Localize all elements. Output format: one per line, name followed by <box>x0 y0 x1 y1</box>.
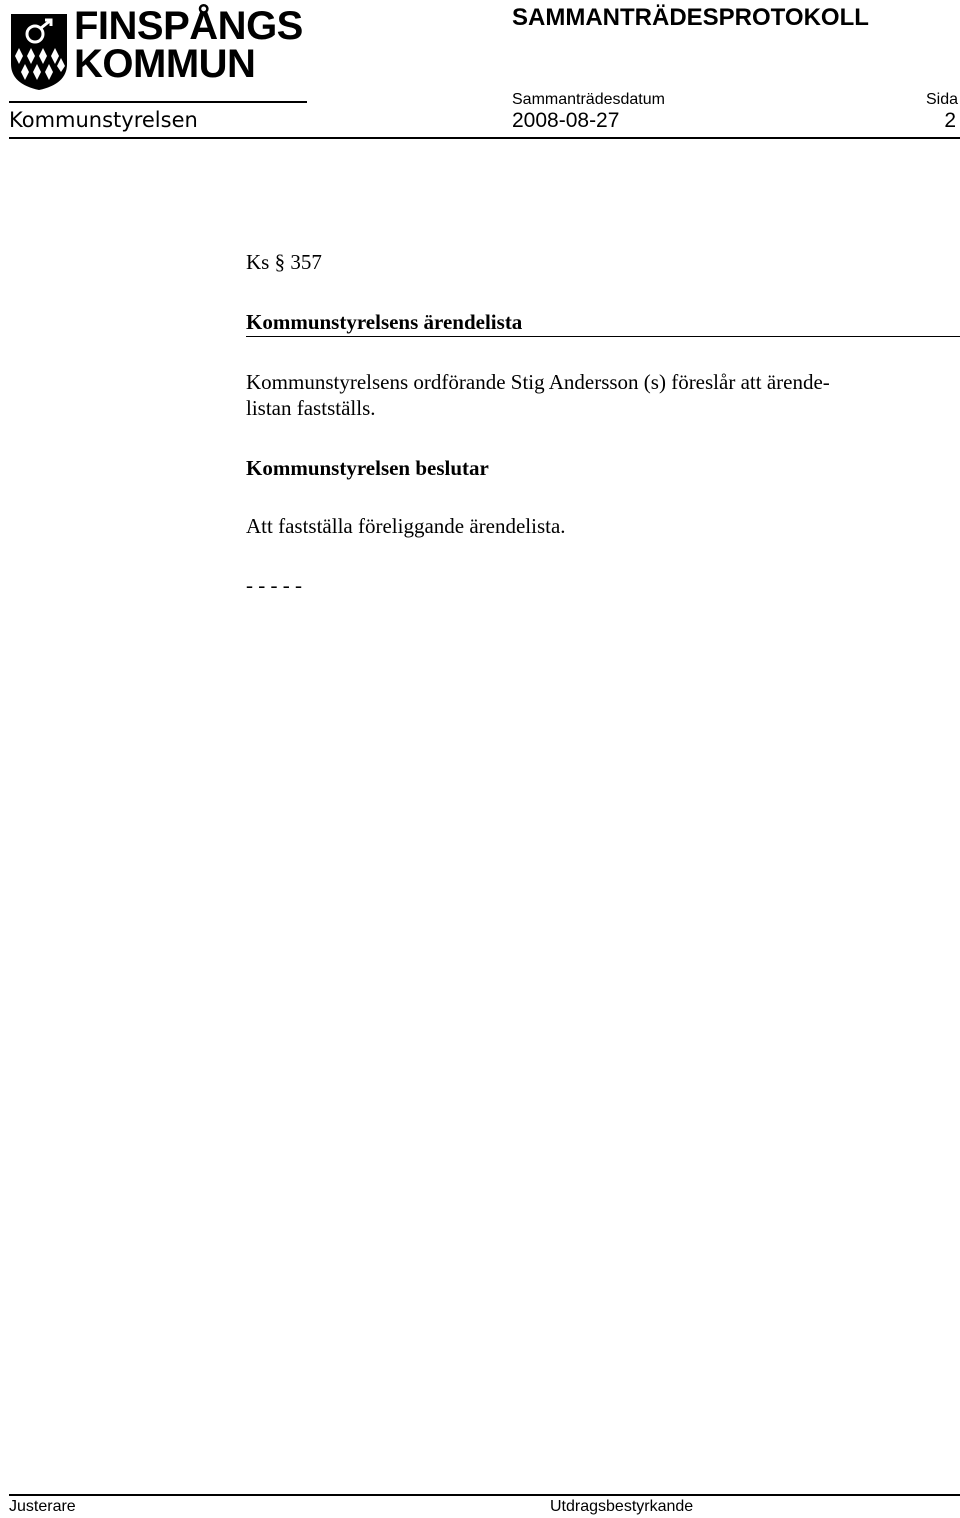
document-title: SAMMANTRÄDESPROTOKOLL <box>512 4 869 31</box>
logo-wordmark-line2: KOMMUN <box>74 42 256 86</box>
page-number: 2 <box>944 109 956 132</box>
decision-heading: Kommunstyrelsen beslutar <box>246 456 489 480</box>
header-divider-left <box>9 101 307 103</box>
header-divider <box>9 137 960 139</box>
section-end-marker: - - - - - <box>246 573 302 597</box>
proposal-paragraph <box>246 369 956 421</box>
decision-text: Att fastställa föreliggande ärendelista. <box>246 514 566 538</box>
meeting-date-value: 2008-08-27 <box>512 109 620 132</box>
case-title: Kommunstyrelsens ärendelista <box>246 310 523 334</box>
footer-divider <box>9 1494 960 1496</box>
coat-of-arms-icon <box>9 12 69 92</box>
proposal-line-1: Kommunstyrelsens ordförande Stig Andersson (s) föreslår att ärende- <box>246 370 830 394</box>
organization-name: Kommunstyrelsen <box>9 108 198 132</box>
page-label: Sida <box>925 91 958 108</box>
logo-wordmark-line1: FINSPÅNGS <box>74 4 303 48</box>
meeting-date-label: Sammanträdesdatum <box>512 91 665 108</box>
case-title-underline <box>246 336 960 337</box>
case-number: Ks § 357 <box>246 250 322 274</box>
footer-certification-label: Utdragsbestyrkande <box>550 1498 694 1515</box>
footer-adjuster-label: Justerare <box>9 1498 76 1515</box>
proposal-line-2: listan fastställs. <box>246 396 376 420</box>
